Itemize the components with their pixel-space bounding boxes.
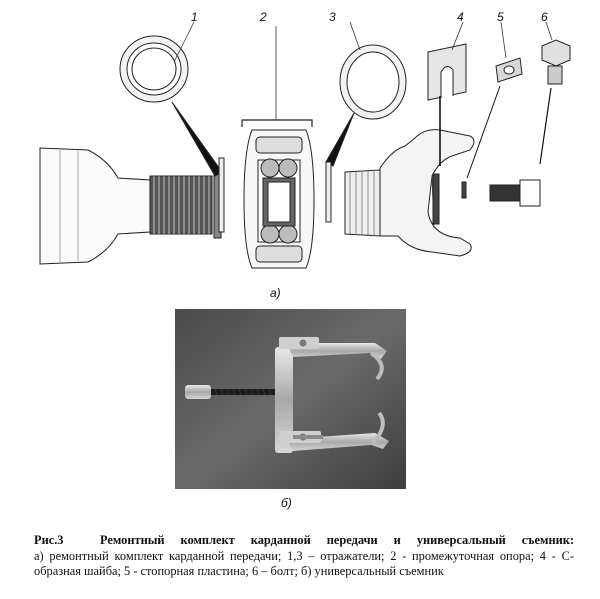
callout-6: 6 <box>541 10 548 24</box>
figure-caption <box>34 533 574 580</box>
flange-yoke <box>345 130 474 256</box>
callout-1: 1 <box>191 10 198 24</box>
callout-3: 3 <box>329 10 336 24</box>
figure-title: Ремонтный комплект карданной передачи и универсальный съемник: <box>100 533 574 547</box>
lock-plate-5 <box>462 58 522 198</box>
callout-4: 4 <box>457 10 464 24</box>
callout-5: 5 <box>497 10 504 24</box>
figure-number: Рис.3 <box>34 533 64 547</box>
figure-b-sublabel: б) <box>281 496 292 510</box>
drive-shaft <box>40 148 221 264</box>
figure-caption-text: а) ремонтный комплект карданной передачи; 1,3 – отражатели; 2 - промежуточная опора; 4 - С-образная шайба; 5 - стопорная пластина; 6 – болт; б) универсальный съемник <box>34 548 574 578</box>
intermediate-support-2 <box>242 26 314 268</box>
callout-2: 2 <box>260 10 267 24</box>
figure-a-sublabel: а) <box>270 286 281 300</box>
universal-puller-photo <box>175 309 406 489</box>
